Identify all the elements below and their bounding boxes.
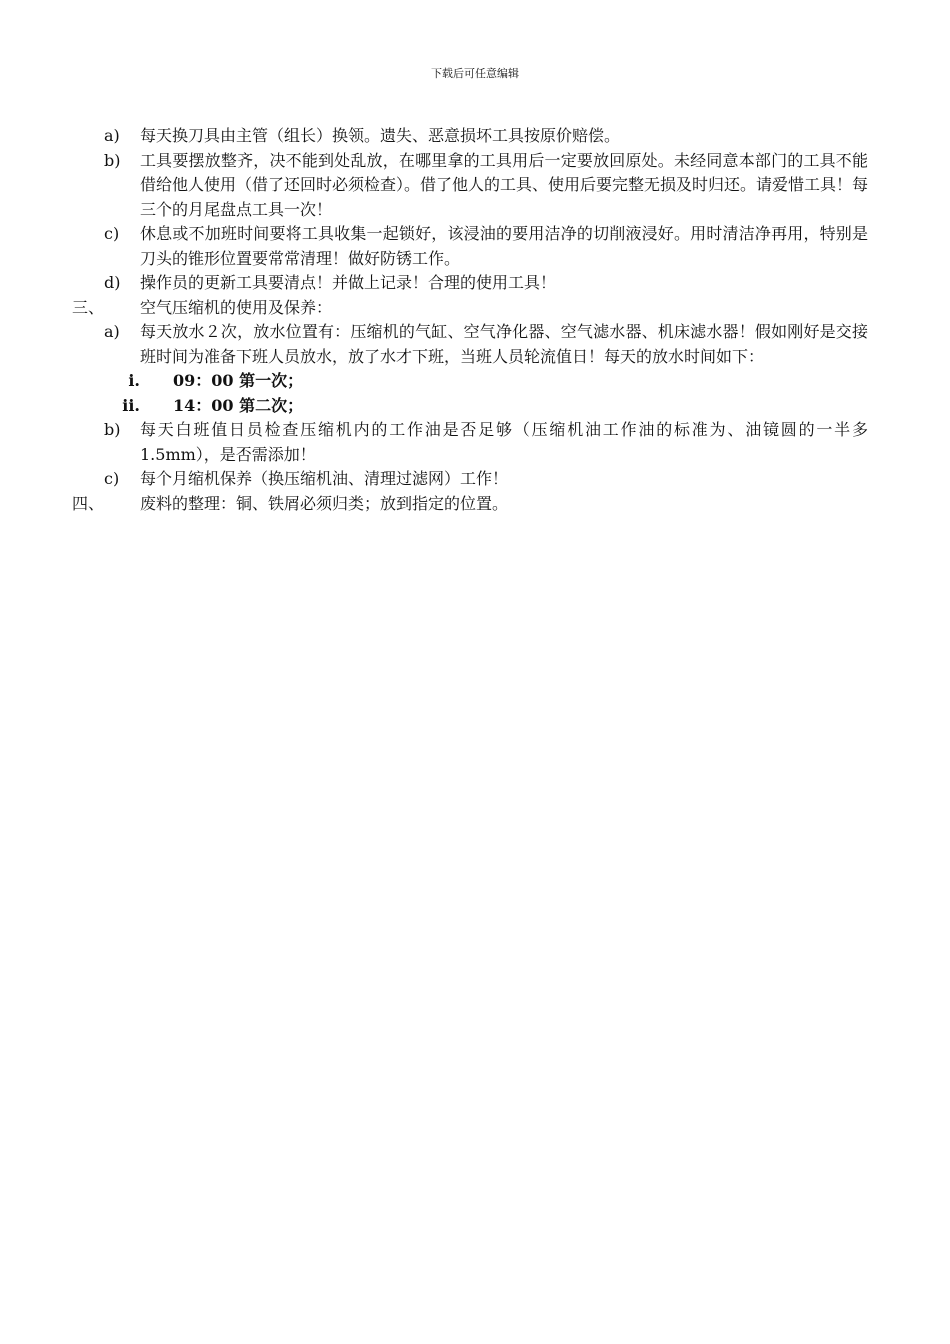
list-item	[0, 222, 950, 271]
list-item	[0, 149, 950, 223]
list-marker: d)	[104, 273, 121, 292]
list-item	[0, 418, 950, 467]
list-item-text: 每天换刀具由主管（组长）换领。遗失、恶意损坏工具按原价赔偿。	[140, 126, 621, 145]
section-marker: 四、	[72, 493, 105, 513]
section-title: 空气压缩机的使用及保养：	[140, 297, 333, 317]
time-text: 09：00 第一次；	[173, 371, 304, 390]
roman-marker: i.	[128, 371, 140, 390]
section-marker: 三、	[72, 297, 105, 317]
list-marker: c)	[104, 469, 120, 488]
list-item	[0, 467, 950, 492]
time-text: 14：00 第二次；	[173, 395, 304, 415]
time-item	[0, 394, 950, 419]
list-marker: b)	[104, 150, 121, 170]
roman-marker: ii.	[122, 395, 140, 415]
list-item-text: 休息或不加班时间要将工具收集一起锁好，该浸油的要用洁净的切削液浸好。用时清洁净再用，特别是刀头的锥形位置要常常清理！做好防锈工作。	[140, 224, 868, 268]
list-item	[0, 124, 950, 149]
list-item-text: 工具要摆放整齐，决不能到处乱放，在哪里拿的工具用后一定要放回原处。未经同意本部门的工具不能借给他人使用（借了还回时必须检查）。借了他人的工具、使用后要完整无损及时归还。请爱惜工具！每三个的月尾盘点工具一次！	[140, 150, 869, 219]
list-item-text: 每天放水２次，放水位置有：压缩机的气缸、空气净化器、空气滤水器、机床滤水器！假如刚好是交接班时间为准备下班人员放水，放了水才下班，当班人员轮流值日！每天的放水时间如下：	[140, 322, 868, 366]
list-marker: c)	[104, 224, 120, 243]
list-marker: a)	[104, 126, 120, 145]
list-item	[0, 320, 950, 369]
document-body	[0, 124, 950, 516]
list-item-text: 每天白班值日员检查压缩机内的工作油是否足够（压缩机油工作油的标准为、油镜圆的一半多1.5mm），是否需添加！	[140, 420, 868, 464]
section-text: 废料的整理：铜、铁屑必须归类；放到指定的位置。	[140, 493, 509, 513]
list-marker: b)	[104, 420, 121, 439]
page-header-note: 下载后可任意编辑	[431, 67, 519, 80]
list-marker: a)	[104, 322, 120, 341]
time-item	[0, 369, 950, 394]
list-item-text: 每个月缩机保养（换压缩机油、清理过滤网）工作！	[140, 469, 509, 488]
section-heading-4	[0, 492, 950, 517]
list-item-text: 操作员的更新工具要清点！并做上记录！合理的使用工具！	[140, 273, 557, 292]
section-heading-3	[0, 296, 950, 321]
list-item	[0, 271, 950, 296]
